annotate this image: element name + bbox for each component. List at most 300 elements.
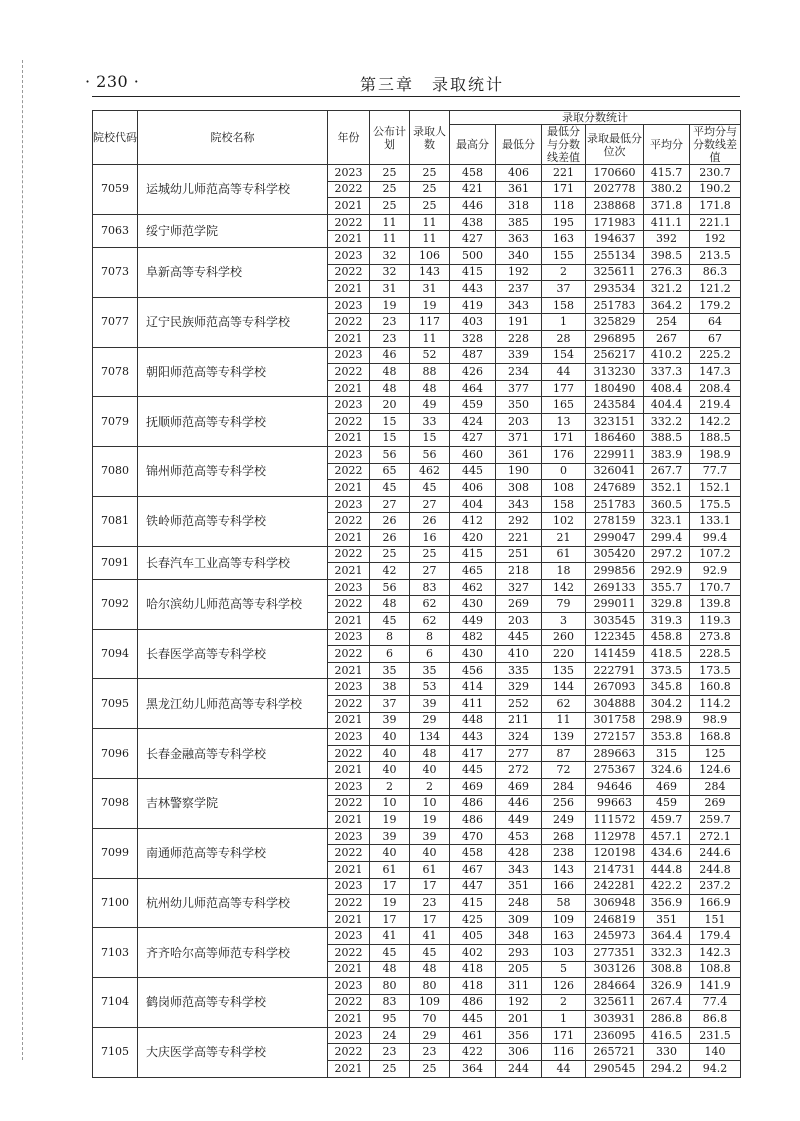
cell-min-diff: 163 bbox=[542, 928, 586, 945]
cell-rank: 325829 bbox=[586, 314, 644, 331]
cell-min: 343 bbox=[496, 297, 542, 314]
cell-avg: 267.7 bbox=[644, 463, 690, 480]
cell-plan: 56 bbox=[370, 447, 410, 464]
cell-min: 293 bbox=[496, 944, 542, 961]
cell-avg-diff: 272.1 bbox=[690, 828, 741, 845]
cell-year: 2021 bbox=[328, 530, 370, 547]
cell-avg-diff: 142.3 bbox=[690, 944, 741, 961]
cell-avg: 356.9 bbox=[644, 895, 690, 912]
header-min-diff: 最低分与分数线差值 bbox=[542, 125, 586, 165]
cell-avg: 408.4 bbox=[644, 380, 690, 397]
cell-max: 500 bbox=[450, 247, 496, 264]
cell-year: 2023 bbox=[328, 978, 370, 995]
school-code: 7081 bbox=[93, 496, 138, 546]
cell-plan: 40 bbox=[370, 845, 410, 862]
cell-min: 428 bbox=[496, 845, 542, 862]
cell-min: 361 bbox=[496, 447, 542, 464]
cell-max: 464 bbox=[450, 380, 496, 397]
cell-avg-diff: 171.8 bbox=[690, 198, 741, 215]
cell-admit: 8 bbox=[410, 629, 450, 646]
cell-admit: 53 bbox=[410, 679, 450, 696]
cell-max: 443 bbox=[450, 729, 496, 746]
cell-avg-diff: 225.2 bbox=[690, 347, 741, 364]
cell-year: 2021 bbox=[328, 961, 370, 978]
cell-year: 2023 bbox=[328, 729, 370, 746]
cell-avg: 458.8 bbox=[644, 629, 690, 646]
cell-min-diff: 2 bbox=[542, 994, 586, 1011]
cell-max: 461 bbox=[450, 1027, 496, 1044]
cell-rank: 303126 bbox=[586, 961, 644, 978]
cell-year: 2022 bbox=[328, 596, 370, 613]
cell-admit: 6 bbox=[410, 646, 450, 663]
cell-avg: 276.3 bbox=[644, 264, 690, 281]
school-name: 运城幼儿师范高等专科学校 bbox=[138, 165, 328, 215]
cell-avg-diff: 259.7 bbox=[690, 812, 741, 829]
cell-plan: 48 bbox=[370, 380, 410, 397]
cell-avg: 352.1 bbox=[644, 480, 690, 497]
cell-rank: 251783 bbox=[586, 297, 644, 314]
cell-avg: 254 bbox=[644, 314, 690, 331]
cell-avg-diff: 244.8 bbox=[690, 861, 741, 878]
cell-avg: 380.2 bbox=[644, 181, 690, 198]
cell-avg-diff: 273.8 bbox=[690, 629, 741, 646]
school-code: 7103 bbox=[93, 928, 138, 978]
school-code: 7078 bbox=[93, 347, 138, 397]
cell-avg: 299.4 bbox=[644, 530, 690, 547]
cell-year: 2023 bbox=[328, 828, 370, 845]
cell-avg-diff: 284 bbox=[690, 778, 741, 795]
cell-min: 203 bbox=[496, 613, 542, 630]
cell-plan: 25 bbox=[370, 1061, 410, 1078]
cell-admit: 62 bbox=[410, 613, 450, 630]
cell-min: 377 bbox=[496, 380, 542, 397]
cell-max: 404 bbox=[450, 496, 496, 513]
cell-max: 415 bbox=[450, 895, 496, 912]
school-name: 辽宁民族师范高等专科学校 bbox=[138, 297, 328, 347]
cell-max: 406 bbox=[450, 480, 496, 497]
cell-rank: 289663 bbox=[586, 745, 644, 762]
cell-avg: 353.8 bbox=[644, 729, 690, 746]
cell-min-diff: 171 bbox=[542, 181, 586, 198]
cell-min-diff: 1 bbox=[542, 1011, 586, 1028]
cell-min-diff: 249 bbox=[542, 812, 586, 829]
cell-avg: 332.3 bbox=[644, 944, 690, 961]
cell-admit: 11 bbox=[410, 214, 450, 231]
table-row bbox=[93, 165, 741, 182]
cell-year: 2021 bbox=[328, 563, 370, 580]
cell-admit: 143 bbox=[410, 264, 450, 281]
cell-min: 308 bbox=[496, 480, 542, 497]
cell-plan: 2 bbox=[370, 778, 410, 795]
cell-avg-diff: 77.7 bbox=[690, 463, 741, 480]
cell-admit: 39 bbox=[410, 828, 450, 845]
cell-min: 272 bbox=[496, 762, 542, 779]
cell-max: 458 bbox=[450, 845, 496, 862]
cell-min-diff: 256 bbox=[542, 795, 586, 812]
cell-rank: 299856 bbox=[586, 563, 644, 580]
cell-min-diff: 171 bbox=[542, 430, 586, 447]
cell-rank: 306948 bbox=[586, 895, 644, 912]
cell-avg: 332.2 bbox=[644, 413, 690, 430]
cell-admit: 88 bbox=[410, 364, 450, 381]
cell-avg: 422.2 bbox=[644, 878, 690, 895]
cell-min: 190 bbox=[496, 463, 542, 480]
cell-rank: 170660 bbox=[586, 165, 644, 182]
cell-min-diff: 142 bbox=[542, 579, 586, 596]
cell-rank: 238868 bbox=[586, 198, 644, 215]
cell-min: 361 bbox=[496, 181, 542, 198]
cell-avg: 364.2 bbox=[644, 297, 690, 314]
cell-avg-diff: 179.4 bbox=[690, 928, 741, 945]
cell-rank: 284664 bbox=[586, 978, 644, 995]
table-row bbox=[93, 1027, 741, 1044]
cell-avg: 444.8 bbox=[644, 861, 690, 878]
cell-max: 448 bbox=[450, 712, 496, 729]
cell-plan: 25 bbox=[370, 165, 410, 182]
table-row bbox=[93, 397, 741, 414]
cell-min: 234 bbox=[496, 364, 542, 381]
cell-avg-diff: 124.6 bbox=[690, 762, 741, 779]
cell-avg: 364.4 bbox=[644, 928, 690, 945]
cell-year: 2021 bbox=[328, 480, 370, 497]
cell-avg-diff: 77.4 bbox=[690, 994, 741, 1011]
cell-avg-diff: 64 bbox=[690, 314, 741, 331]
cell-plan: 11 bbox=[370, 214, 410, 231]
cell-year: 2022 bbox=[328, 546, 370, 563]
cell-rank: 111572 bbox=[586, 812, 644, 829]
school-name: 吉林警察学院 bbox=[138, 778, 328, 828]
cell-year: 2022 bbox=[328, 364, 370, 381]
cell-max: 443 bbox=[450, 281, 496, 298]
cell-plan: 23 bbox=[370, 314, 410, 331]
cell-max: 328 bbox=[450, 330, 496, 347]
cell-rank: 194637 bbox=[586, 231, 644, 248]
cell-min-diff: 284 bbox=[542, 778, 586, 795]
cell-plan: 37 bbox=[370, 696, 410, 713]
cell-rank: 267093 bbox=[586, 679, 644, 696]
cell-plan: 83 bbox=[370, 994, 410, 1011]
cell-min-diff: 103 bbox=[542, 944, 586, 961]
cell-min: 191 bbox=[496, 314, 542, 331]
cell-year: 2023 bbox=[328, 347, 370, 364]
cell-year: 2023 bbox=[328, 496, 370, 513]
cell-admit: 25 bbox=[410, 1061, 450, 1078]
admission-statistics-table bbox=[92, 110, 741, 1078]
cell-admit: 39 bbox=[410, 696, 450, 713]
cell-avg-diff: 219.4 bbox=[690, 397, 741, 414]
cell-year: 2021 bbox=[328, 330, 370, 347]
cell-admit: 23 bbox=[410, 1044, 450, 1061]
cell-rank: 305420 bbox=[586, 546, 644, 563]
cell-avg: 286.8 bbox=[644, 1011, 690, 1028]
school-name: 阜新高等专科学校 bbox=[138, 247, 328, 297]
cell-max: 424 bbox=[450, 413, 496, 430]
cell-admit: 52 bbox=[410, 347, 450, 364]
cell-max: 419 bbox=[450, 297, 496, 314]
cell-rank: 277351 bbox=[586, 944, 644, 961]
cell-min: 244 bbox=[496, 1061, 542, 1078]
cell-min-diff: 13 bbox=[542, 413, 586, 430]
cell-avg: 459 bbox=[644, 795, 690, 812]
cell-min-diff: 139 bbox=[542, 729, 586, 746]
cell-avg: 418.5 bbox=[644, 646, 690, 663]
cell-plan: 40 bbox=[370, 729, 410, 746]
school-code: 7095 bbox=[93, 679, 138, 729]
cell-min: 363 bbox=[496, 231, 542, 248]
cell-admit: 33 bbox=[410, 413, 450, 430]
cell-admit: 25 bbox=[410, 181, 450, 198]
cell-admit: 134 bbox=[410, 729, 450, 746]
cell-plan: 20 bbox=[370, 397, 410, 414]
cell-avg: 360.5 bbox=[644, 496, 690, 513]
cell-rank: 99663 bbox=[586, 795, 644, 812]
cell-avg: 469 bbox=[644, 778, 690, 795]
cell-avg: 321.2 bbox=[644, 281, 690, 298]
cell-max: 415 bbox=[450, 264, 496, 281]
cell-year: 2023 bbox=[328, 247, 370, 264]
cell-admit: 25 bbox=[410, 198, 450, 215]
chapter-title: 第三章 录取统计 bbox=[360, 75, 505, 94]
cell-min-diff: 143 bbox=[542, 861, 586, 878]
cell-plan: 25 bbox=[370, 181, 410, 198]
cell-admit: 462 bbox=[410, 463, 450, 480]
cell-admit: 62 bbox=[410, 596, 450, 613]
header-code: 院校代码 bbox=[93, 111, 138, 165]
cell-year: 2022 bbox=[328, 646, 370, 663]
cell-min-diff: 102 bbox=[542, 513, 586, 530]
table-row bbox=[93, 579, 741, 596]
cell-max: 414 bbox=[450, 679, 496, 696]
cell-min-diff: 221 bbox=[542, 165, 586, 182]
cell-min: 350 bbox=[496, 397, 542, 414]
table-row bbox=[93, 729, 741, 746]
cell-max: 446 bbox=[450, 198, 496, 215]
cell-avg: 416.5 bbox=[644, 1027, 690, 1044]
cell-rank: 299047 bbox=[586, 530, 644, 547]
cell-plan: 42 bbox=[370, 563, 410, 580]
cell-admit: 109 bbox=[410, 994, 450, 1011]
school-code: 7077 bbox=[93, 297, 138, 347]
cell-avg-diff: 125 bbox=[690, 745, 741, 762]
cell-year: 2021 bbox=[328, 911, 370, 928]
cell-admit: 17 bbox=[410, 911, 450, 928]
cell-min-diff: 166 bbox=[542, 878, 586, 895]
cell-avg-diff: 228.5 bbox=[690, 646, 741, 663]
cell-min: 269 bbox=[496, 596, 542, 613]
school-code: 7105 bbox=[93, 1027, 138, 1077]
cell-plan: 65 bbox=[370, 463, 410, 480]
cell-year: 2022 bbox=[328, 513, 370, 530]
cell-max: 420 bbox=[450, 530, 496, 547]
cell-min: 251 bbox=[496, 546, 542, 563]
cell-avg: 267.4 bbox=[644, 994, 690, 1011]
cell-rank: 202778 bbox=[586, 181, 644, 198]
cell-max: 445 bbox=[450, 463, 496, 480]
cell-plan: 23 bbox=[370, 330, 410, 347]
cell-plan: 19 bbox=[370, 895, 410, 912]
cell-plan: 15 bbox=[370, 430, 410, 447]
cell-year: 2023 bbox=[328, 1027, 370, 1044]
cell-min: 252 bbox=[496, 696, 542, 713]
cell-admit: 17 bbox=[410, 878, 450, 895]
cell-rank: 275367 bbox=[586, 762, 644, 779]
cell-avg: 326.9 bbox=[644, 978, 690, 995]
cell-rank: 325611 bbox=[586, 264, 644, 281]
cell-min: 311 bbox=[496, 978, 542, 995]
table-row bbox=[93, 679, 741, 696]
cell-max: 487 bbox=[450, 347, 496, 364]
cell-plan: 32 bbox=[370, 247, 410, 264]
admission-table-wrapper bbox=[92, 110, 740, 1078]
cell-min-diff: 79 bbox=[542, 596, 586, 613]
cell-rank: 303545 bbox=[586, 613, 644, 630]
cell-rank: 245973 bbox=[586, 928, 644, 945]
cell-plan: 45 bbox=[370, 944, 410, 961]
cell-avg-diff: 173.5 bbox=[690, 662, 741, 679]
school-code: 7080 bbox=[93, 447, 138, 497]
school-name: 哈尔滨幼儿师范高等专科学校 bbox=[138, 579, 328, 629]
cell-admit: 40 bbox=[410, 762, 450, 779]
cell-avg-diff: 244.6 bbox=[690, 845, 741, 862]
cell-max: 486 bbox=[450, 812, 496, 829]
cell-min-diff: 118 bbox=[542, 198, 586, 215]
cell-max: 438 bbox=[450, 214, 496, 231]
cell-avg-diff: 198.9 bbox=[690, 447, 741, 464]
table-row bbox=[93, 629, 741, 646]
cell-min: 335 bbox=[496, 662, 542, 679]
cell-min-diff: 44 bbox=[542, 1061, 586, 1078]
cell-admit: 61 bbox=[410, 861, 450, 878]
cell-plan: 17 bbox=[370, 878, 410, 895]
cell-min-diff: 220 bbox=[542, 646, 586, 663]
cell-plan: 19 bbox=[370, 297, 410, 314]
cell-min: 385 bbox=[496, 214, 542, 231]
cell-year: 2021 bbox=[328, 613, 370, 630]
cell-plan: 35 bbox=[370, 662, 410, 679]
cell-rank: 293534 bbox=[586, 281, 644, 298]
school-code: 7094 bbox=[93, 629, 138, 679]
cell-plan: 31 bbox=[370, 281, 410, 298]
cell-plan: 56 bbox=[370, 579, 410, 596]
binding-margin-line bbox=[22, 60, 23, 1060]
cell-min-diff: 158 bbox=[542, 496, 586, 513]
cell-rank: 325611 bbox=[586, 994, 644, 1011]
cell-avg-diff: 94.2 bbox=[690, 1061, 741, 1078]
cell-min-diff: 62 bbox=[542, 696, 586, 713]
cell-min: 192 bbox=[496, 264, 542, 281]
cell-avg-diff: 114.2 bbox=[690, 696, 741, 713]
cell-min-diff: 2 bbox=[542, 264, 586, 281]
cell-avg-diff: 192 bbox=[690, 231, 741, 248]
cell-avg-diff: 108.8 bbox=[690, 961, 741, 978]
cell-avg-diff: 140 bbox=[690, 1044, 741, 1061]
cell-max: 456 bbox=[450, 662, 496, 679]
header-rank: 录取最低分位次 bbox=[586, 125, 644, 165]
cell-avg: 392 bbox=[644, 231, 690, 248]
cell-min-diff: 154 bbox=[542, 347, 586, 364]
cell-min-diff: 176 bbox=[542, 447, 586, 464]
cell-avg-diff: 119.3 bbox=[690, 613, 741, 630]
cell-admit: 19 bbox=[410, 297, 450, 314]
cell-rank: 222791 bbox=[586, 662, 644, 679]
cell-rank: 296895 bbox=[586, 330, 644, 347]
cell-plan: 40 bbox=[370, 762, 410, 779]
cell-rank: 246819 bbox=[586, 911, 644, 928]
cell-rank: 272157 bbox=[586, 729, 644, 746]
cell-min: 192 bbox=[496, 994, 542, 1011]
cell-min-diff: 1 bbox=[542, 314, 586, 331]
cell-plan: 46 bbox=[370, 347, 410, 364]
cell-min-diff: 165 bbox=[542, 397, 586, 414]
cell-avg: 404.4 bbox=[644, 397, 690, 414]
cell-admit: 31 bbox=[410, 281, 450, 298]
cell-plan: 95 bbox=[370, 1011, 410, 1028]
cell-admit: 26 bbox=[410, 513, 450, 530]
cell-admit: 48 bbox=[410, 745, 450, 762]
cell-avg: 298.9 bbox=[644, 712, 690, 729]
cell-rank: 141459 bbox=[586, 646, 644, 663]
cell-min-diff: 72 bbox=[542, 762, 586, 779]
school-name: 鹤岗师范高等专科学校 bbox=[138, 978, 328, 1028]
cell-avg: 324.6 bbox=[644, 762, 690, 779]
cell-year: 2022 bbox=[328, 696, 370, 713]
cell-avg-diff: 190.2 bbox=[690, 181, 741, 198]
school-code: 7091 bbox=[93, 546, 138, 579]
cell-avg-diff: 208.4 bbox=[690, 380, 741, 397]
table-row bbox=[93, 878, 741, 895]
cell-admit: 29 bbox=[410, 712, 450, 729]
cell-avg-diff: 231.5 bbox=[690, 1027, 741, 1044]
cell-rank: 290545 bbox=[586, 1061, 644, 1078]
cell-min-diff: 126 bbox=[542, 978, 586, 995]
cell-avg-diff: 86.3 bbox=[690, 264, 741, 281]
cell-max: 364 bbox=[450, 1061, 496, 1078]
cell-year: 2022 bbox=[328, 944, 370, 961]
cell-plan: 39 bbox=[370, 712, 410, 729]
cell-year: 2023 bbox=[328, 629, 370, 646]
cell-min-diff: 155 bbox=[542, 247, 586, 264]
cell-min-diff: 3 bbox=[542, 613, 586, 630]
cell-admit: 29 bbox=[410, 1027, 450, 1044]
cell-min-diff: 5 bbox=[542, 961, 586, 978]
school-name: 长春汽车工业高等专科学校 bbox=[138, 546, 328, 579]
table-row bbox=[93, 347, 741, 364]
cell-max: 445 bbox=[450, 1011, 496, 1028]
cell-max: 449 bbox=[450, 613, 496, 630]
cell-rank: 242281 bbox=[586, 878, 644, 895]
cell-max: 486 bbox=[450, 994, 496, 1011]
table-row bbox=[93, 978, 741, 995]
cell-admit: 27 bbox=[410, 563, 450, 580]
cell-year: 2021 bbox=[328, 1011, 370, 1028]
cell-min: 277 bbox=[496, 745, 542, 762]
cell-avg-diff: 151 bbox=[690, 911, 741, 928]
cell-min: 371 bbox=[496, 430, 542, 447]
school-name: 杭州幼儿师范高等专科学校 bbox=[138, 878, 328, 928]
cell-max: 426 bbox=[450, 364, 496, 381]
header-admit: 录取人数 bbox=[410, 111, 450, 165]
cell-max: 405 bbox=[450, 928, 496, 945]
cell-avg-diff: 170.7 bbox=[690, 579, 741, 596]
cell-avg-diff: 92.9 bbox=[690, 563, 741, 580]
cell-plan: 19 bbox=[370, 812, 410, 829]
cell-plan: 26 bbox=[370, 530, 410, 547]
cell-plan: 24 bbox=[370, 1027, 410, 1044]
cell-avg-diff: 175.5 bbox=[690, 496, 741, 513]
cell-admit: 25 bbox=[410, 165, 450, 182]
cell-plan: 10 bbox=[370, 795, 410, 812]
cell-min: 218 bbox=[496, 563, 542, 580]
